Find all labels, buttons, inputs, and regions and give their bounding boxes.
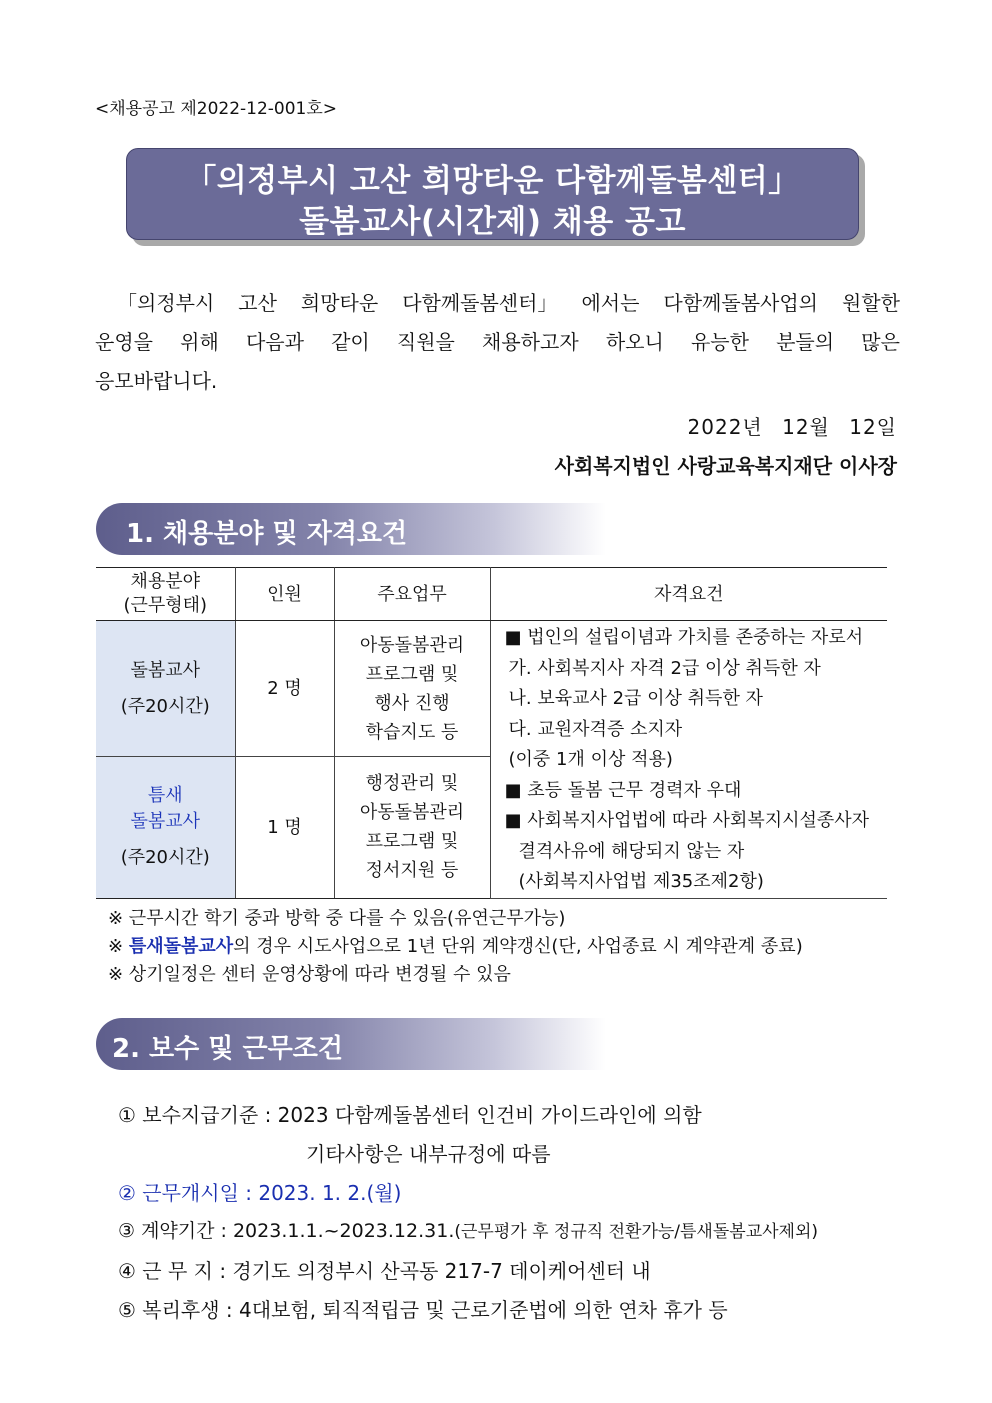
title-line1: 「의정부시 고산 희망타운 다함께돌봄센터」	[185, 163, 800, 199]
intro-word: 직원을	[396, 330, 455, 354]
intro-word: 고산	[238, 291, 277, 315]
intro-word: 유능한	[690, 330, 749, 354]
intro-line3: 응모바랍니다.	[95, 369, 218, 393]
job-cell: 돌봄교사 (주20시간)	[96, 621, 235, 757]
intro-word: 운영을	[95, 330, 153, 354]
note-highlight: 틈새돌봄교사	[128, 936, 234, 957]
notice-number: <채용공고 제2022-12-001호>	[95, 99, 338, 119]
duties-cell: 아동돌봄관리 프로그램 및 행사 진행 학습지도 등	[334, 621, 490, 757]
intro-word: 채용하고자	[482, 330, 579, 354]
note-2: ※ 틈새돌봄교사의 경우 시도사업으로 1년 단위 계약갱신(단, 사업종료 시 계약관계 종료)	[108, 936, 803, 957]
header-qualifications: 자격요건	[490, 568, 887, 621]
intro-word: 희망타운	[300, 291, 379, 315]
header-duties: 주요업무	[334, 568, 490, 621]
intro-line2	[95, 328, 900, 356]
condition-start-date: ② 근무개시일 : 2023. 1. 2.(월)	[118, 1181, 402, 1205]
condition-pay-note: 기타사항은 내부규정에 따름	[306, 1142, 551, 1166]
job-cell: 틈새 돌봄교사 (주20시간)	[96, 757, 235, 898]
condition-location: ④ 근 무 지 : 경기도 의정부시 산곡동 217-7 데이케어센터 내	[118, 1259, 651, 1283]
condition-welfare: ⑤ 복리후생 : 4대보험, 퇴직적립금 및 근로기준법에 의한 연차 휴가 등	[118, 1298, 728, 1322]
header-field: 채용분야 (근무형태)	[96, 568, 235, 621]
table-row	[96, 621, 887, 757]
intro-word: 「의정부시	[117, 291, 215, 315]
condition-pay: ① 보수지급기준 : 2023 다함께돌봄센터 인건비 가이드라인에 의함	[118, 1103, 702, 1127]
section2-heading: 2. 보수 및 근무조건	[96, 1018, 606, 1070]
intro-line1	[95, 289, 900, 317]
note-1: ※ 근무시간 학기 중과 방학 중 다를 수 있음(유연근무가능)	[108, 908, 566, 929]
title-line2: 돌봄교사(시간제) 채용 공고	[299, 204, 686, 240]
condition-contract: ③ 계약기간 : 2023.1.1.~2023.12.31.(근무평가 후 정규직 전환가능/틈새돌봄교사제외)	[118, 1220, 819, 1242]
count-cell: 1 명	[235, 757, 334, 898]
intro-word: 원할한	[841, 291, 900, 315]
header-count: 인원	[235, 568, 334, 621]
title-banner	[126, 148, 859, 240]
intro-word: 다함께돌봄사업의	[663, 291, 818, 315]
notice-date: 2022년 12월 12일	[687, 415, 897, 439]
intro-word: 같이	[331, 330, 370, 354]
issuer: 사회복지법인 사랑교육복지재단 이사장	[554, 454, 897, 478]
note-3: ※ 상기일정은 센터 운영상황에 따라 변경될 수 있음	[108, 964, 511, 985]
count-cell: 2 명	[235, 621, 334, 757]
intro-word: 에서는	[581, 291, 640, 315]
intro-word: 다음과	[245, 330, 304, 354]
intro-word: 다함께돌봄센터」	[402, 291, 558, 315]
section1-heading: 1. 채용분야 및 자격요건	[96, 503, 606, 555]
intro-word: 많은	[861, 330, 900, 354]
intro-word: 하오니	[605, 330, 664, 354]
intro-word: 분들의	[776, 330, 835, 354]
requirements-table	[96, 567, 887, 899]
intro-word: 위해	[180, 330, 219, 354]
qualifications-cell: ■ 법인의 설립이념과 가치를 존중하는 자로서 가. 사회복지사 자격 2급 이상 취득한 자 나. 보육교사 2급 이상 취득한 자 다. 교원자격증 소지자 (이중 1개 이상 적용) ■ 초등 돌봄 근무 경력자 우대 ■ 사회복지사업법에 따라 사회복지시설종사자 결격사유에 해당되지 않는 자 (사회복지사업법 제35조제2항)	[490, 621, 887, 899]
duties-cell: 행정관리 및 아동돌봄관리 프로그램 및 정서지원 등	[334, 757, 490, 898]
table-header-row	[96, 568, 887, 621]
